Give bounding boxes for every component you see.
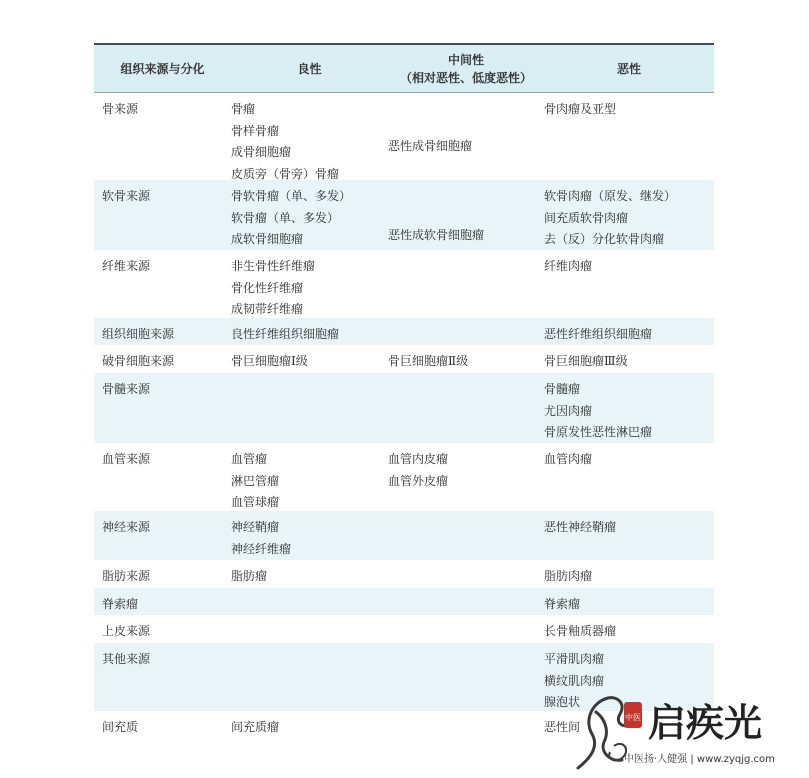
table-row bbox=[94, 511, 714, 560]
origin-cell bbox=[94, 449, 231, 511]
malignant-cell bbox=[544, 99, 714, 180]
table-body bbox=[94, 93, 714, 737]
origin-label: 神经来源 bbox=[102, 520, 151, 534]
table-row bbox=[94, 560, 714, 588]
tumor-name: 骨瘤 bbox=[231, 102, 256, 116]
intermediate-cell bbox=[388, 649, 544, 711]
tumor-name: 骨原发性恶性淋巴瘤 bbox=[544, 425, 653, 439]
malignant-cell bbox=[544, 621, 714, 643]
header-origin: 组织来源与分化 bbox=[120, 61, 205, 76]
tumor-name: 平滑肌肉瘤 bbox=[544, 652, 605, 666]
intermediate-cell bbox=[388, 351, 544, 373]
tumor-name: 恶性间 bbox=[544, 720, 581, 734]
tumor-name: 横纹肌肉瘤 bbox=[544, 673, 605, 688]
benign-cell bbox=[231, 99, 388, 180]
origin-label: 组织细胞来源 bbox=[102, 327, 175, 341]
benign-cell bbox=[231, 186, 388, 250]
origin-label: 间充质 bbox=[102, 720, 139, 734]
table-row bbox=[94, 93, 714, 180]
benign-cell bbox=[231, 621, 388, 643]
origin-cell bbox=[94, 351, 231, 373]
intermediate-cell bbox=[388, 717, 544, 737]
origin-cell bbox=[94, 566, 231, 588]
tumor-name: 骨巨细胞瘤Ⅰ级 bbox=[231, 354, 308, 368]
benign-cell bbox=[231, 351, 388, 373]
malignant-cell bbox=[544, 256, 714, 318]
tumor-name: 软骨肉瘤（原发、继发） bbox=[544, 189, 677, 203]
malignant-cell bbox=[544, 449, 714, 511]
benign-cell bbox=[231, 324, 388, 345]
malignant-cell bbox=[544, 324, 714, 345]
tumor-name: 尤因肉瘤 bbox=[544, 403, 593, 418]
origin-cell bbox=[94, 717, 231, 737]
brand-name: 启疾光 bbox=[648, 700, 763, 745]
malignant-cell bbox=[544, 566, 714, 588]
origin-label: 软骨来源 bbox=[102, 189, 151, 203]
origin-label: 脂肪来源 bbox=[102, 569, 151, 583]
origin-label: 纤维来源 bbox=[102, 259, 151, 273]
tumor-name: 间充质软骨肉瘤 bbox=[544, 210, 629, 225]
tumor-name: 软骨瘤（单、多发） bbox=[231, 210, 340, 225]
tumor-name: 良性纤维组织细胞瘤 bbox=[231, 327, 340, 341]
benign-cell bbox=[231, 649, 388, 711]
tumor-name: 血管外皮瘤 bbox=[388, 473, 449, 488]
tumor-name: 淋巴管瘤 bbox=[231, 473, 280, 488]
header-intermediate: 中间性 （相对恶性、低度恶性） bbox=[399, 52, 532, 85]
origin-cell bbox=[94, 517, 231, 560]
tumor-name: 皮质旁（骨旁）骨瘤 bbox=[231, 166, 340, 181]
tumor-name: 成韧带纤维瘤 bbox=[231, 302, 304, 316]
watermark-logo bbox=[570, 690, 809, 778]
malignant-cell bbox=[544, 186, 714, 250]
benign-cell bbox=[231, 517, 388, 560]
origin-label: 血管来源 bbox=[102, 452, 151, 466]
tumor-name: 去（反）分化软骨肉瘤 bbox=[544, 232, 665, 246]
benign-cell bbox=[231, 594, 388, 615]
tumor-name: 神经鞘瘤 bbox=[231, 520, 280, 534]
origin-cell bbox=[94, 649, 231, 711]
origin-cell bbox=[94, 186, 231, 250]
intermediate-cell bbox=[388, 594, 544, 615]
intermediate-cell bbox=[388, 256, 544, 318]
header-malignant: 恶性 bbox=[616, 61, 641, 76]
tumor-name: 恶性成骨细胞瘤 bbox=[388, 139, 473, 153]
benign-cell bbox=[231, 449, 388, 511]
origin-label: 上皮来源 bbox=[102, 624, 151, 638]
tumor-name: 神经纤维瘤 bbox=[231, 541, 292, 556]
tumor-name: 骨巨细胞瘤Ⅲ级 bbox=[544, 354, 628, 368]
tumor-name: 血管瘤 bbox=[231, 452, 268, 466]
origin-label: 骨髓来源 bbox=[102, 382, 151, 396]
origin-cell bbox=[94, 256, 231, 318]
origin-cell bbox=[94, 324, 231, 345]
table-row bbox=[94, 588, 714, 615]
tumor-name: 成软骨细胞瘤 bbox=[231, 232, 304, 246]
tumor-name: 血管内皮瘤 bbox=[388, 452, 449, 466]
tumor-name: 恶性神经鞘瘤 bbox=[544, 520, 617, 534]
tumor-name: 脊索瘤 bbox=[544, 597, 581, 611]
table-row bbox=[94, 345, 714, 373]
intermediate-cell bbox=[388, 379, 544, 443]
tumor-name: 骨髓瘤 bbox=[544, 382, 581, 396]
origin-cell bbox=[94, 594, 231, 615]
table-row bbox=[94, 318, 714, 345]
table-row bbox=[94, 615, 714, 643]
origin-label: 其他来源 bbox=[102, 652, 151, 666]
benign-cell bbox=[231, 256, 388, 318]
table-header bbox=[94, 45, 714, 93]
intermediate-cell bbox=[388, 449, 544, 511]
tumor-name: 骨化性纤维瘤 bbox=[231, 280, 304, 295]
header-benign: 良性 bbox=[297, 61, 322, 76]
table-row bbox=[94, 180, 714, 250]
tumor-name: 成骨细胞瘤 bbox=[231, 145, 292, 159]
origin-cell bbox=[94, 379, 231, 443]
table-row bbox=[94, 373, 714, 443]
origin-label: 脊索瘤 bbox=[102, 597, 139, 611]
tumor-classification-table bbox=[94, 43, 714, 737]
brand-slogan: 中医扬·人健强 | www.zyqjg.com bbox=[624, 754, 775, 765]
tumor-name: 纤维肉瘤 bbox=[544, 259, 593, 273]
origin-label: 破骨细胞来源 bbox=[102, 354, 175, 368]
origin-cell bbox=[94, 621, 231, 643]
tumor-name: 恶性纤维组织细胞瘤 bbox=[544, 327, 653, 341]
tumor-name: 骨巨细胞瘤Ⅱ级 bbox=[388, 354, 469, 368]
tumor-name: 脂肪肉瘤 bbox=[544, 569, 593, 583]
tumor-name: 脂肪瘤 bbox=[231, 569, 268, 583]
seal-text: 中医 bbox=[625, 713, 641, 722]
intermediate-cell bbox=[388, 566, 544, 588]
intermediate-cell bbox=[388, 324, 544, 345]
intermediate-cell bbox=[388, 186, 544, 250]
tumor-name: 腺泡状 bbox=[544, 695, 581, 709]
table-row bbox=[94, 250, 714, 318]
tumor-name: 骨样骨瘤 bbox=[231, 123, 280, 138]
malignant-cell bbox=[544, 517, 714, 560]
malignant-cell bbox=[544, 351, 714, 373]
intermediate-cell bbox=[388, 99, 544, 180]
tumor-name: 恶性成软骨细胞瘤 bbox=[388, 227, 485, 242]
benign-cell bbox=[231, 566, 388, 588]
benign-cell bbox=[231, 717, 388, 737]
tumor-name: 血管球瘤 bbox=[231, 495, 280, 509]
origin-label: 骨来源 bbox=[102, 102, 139, 116]
malignant-cell bbox=[544, 379, 714, 443]
intermediate-cell bbox=[388, 621, 544, 643]
tumor-name: 长骨釉质器瘤 bbox=[544, 624, 617, 638]
tumor-name: 骨软骨瘤（单、多发） bbox=[231, 189, 352, 203]
malignant-cell bbox=[544, 594, 714, 615]
tumor-name: 间充质瘤 bbox=[231, 720, 280, 734]
table-row bbox=[94, 443, 714, 511]
tumor-name: 骨肉瘤及亚型 bbox=[544, 102, 617, 116]
tumor-name: 非生骨性纤维瘤 bbox=[231, 259, 316, 273]
tumor-name: 血管肉瘤 bbox=[544, 452, 593, 466]
origin-cell bbox=[94, 99, 231, 180]
benign-cell bbox=[231, 379, 388, 443]
intermediate-cell bbox=[388, 517, 544, 560]
